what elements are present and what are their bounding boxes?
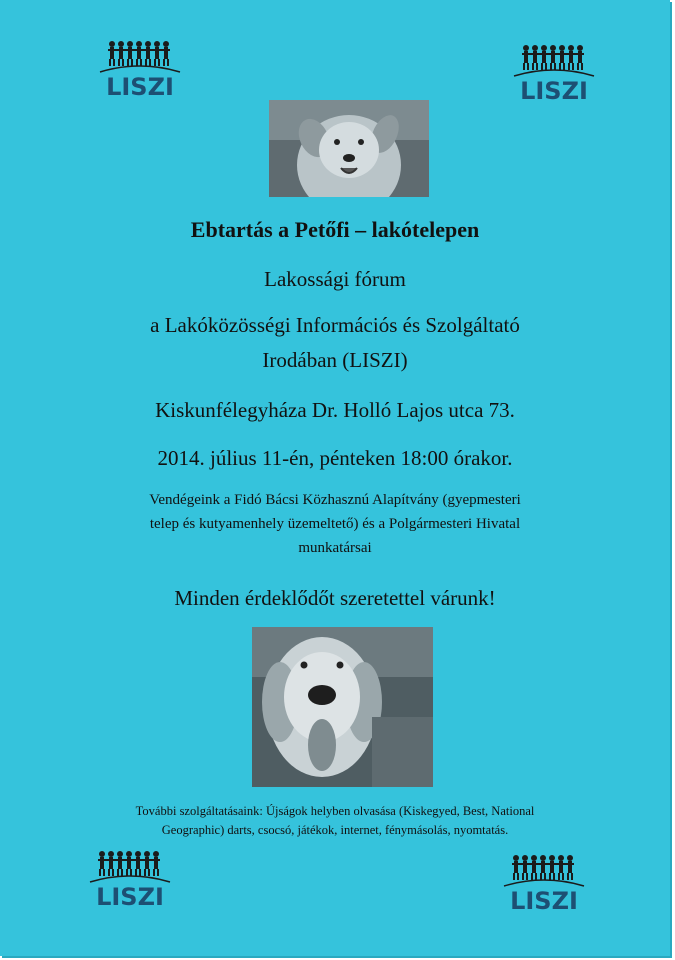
liszi-logo-bottom-right: [498, 852, 590, 918]
liszi-logo-top-right: [508, 42, 600, 108]
people-chain-icon: [108, 41, 170, 66]
liszi-logo-bottom-left: [84, 848, 176, 914]
location-line-2: Irodában (LISZI): [262, 348, 408, 372]
location-line-1: a Lakóközösségi Információs és Szolgáltató: [150, 313, 520, 337]
address: Kiskunfélegyháza Dr. Holló Lajos utca 73.: [155, 398, 515, 422]
logo-text: LISZI: [510, 887, 578, 915]
event-datetime: 2014. július 11-én, pénteken 18:00 órakor.: [157, 446, 513, 470]
services-line-2: Geographic) darts, csocsó, játékok, internet, fénymásolás, nyomtatás.: [161, 823, 509, 837]
people-chain-icon: [522, 45, 584, 70]
people-chain-icon: [512, 855, 574, 880]
flyer-title: Ebtartás a Petőfi – lakótelepen: [190, 217, 480, 242]
services-line-1: További szolgáltatásaink: Újságok helyben olvasása (Kiskegyed, Best, National: [135, 804, 535, 818]
dog-photo-top: [269, 100, 429, 197]
guests-line-2: telep és kutyamenhely üzemeltető) és a Polgármesteri Hivatal: [149, 516, 521, 532]
people-chain-icon: [98, 851, 160, 876]
dog-photo-bottom: [252, 627, 433, 787]
guests-line-1: Vendégeink a Fidó Bácsi Közhasznú Alapítvány (gyepmesteri: [149, 492, 521, 508]
logo-text: LISZI: [96, 883, 164, 911]
logo-text: LISZI: [520, 77, 588, 105]
welcome-message: Minden érdeklődőt szeretettel várunk!: [174, 586, 496, 610]
liszi-logo-top-left: [94, 38, 186, 104]
flyer-subtitle: Lakossági fórum: [264, 267, 406, 291]
guests-line-3: munkatársai: [298, 540, 372, 556]
logo-text: LISZI: [106, 73, 174, 101]
